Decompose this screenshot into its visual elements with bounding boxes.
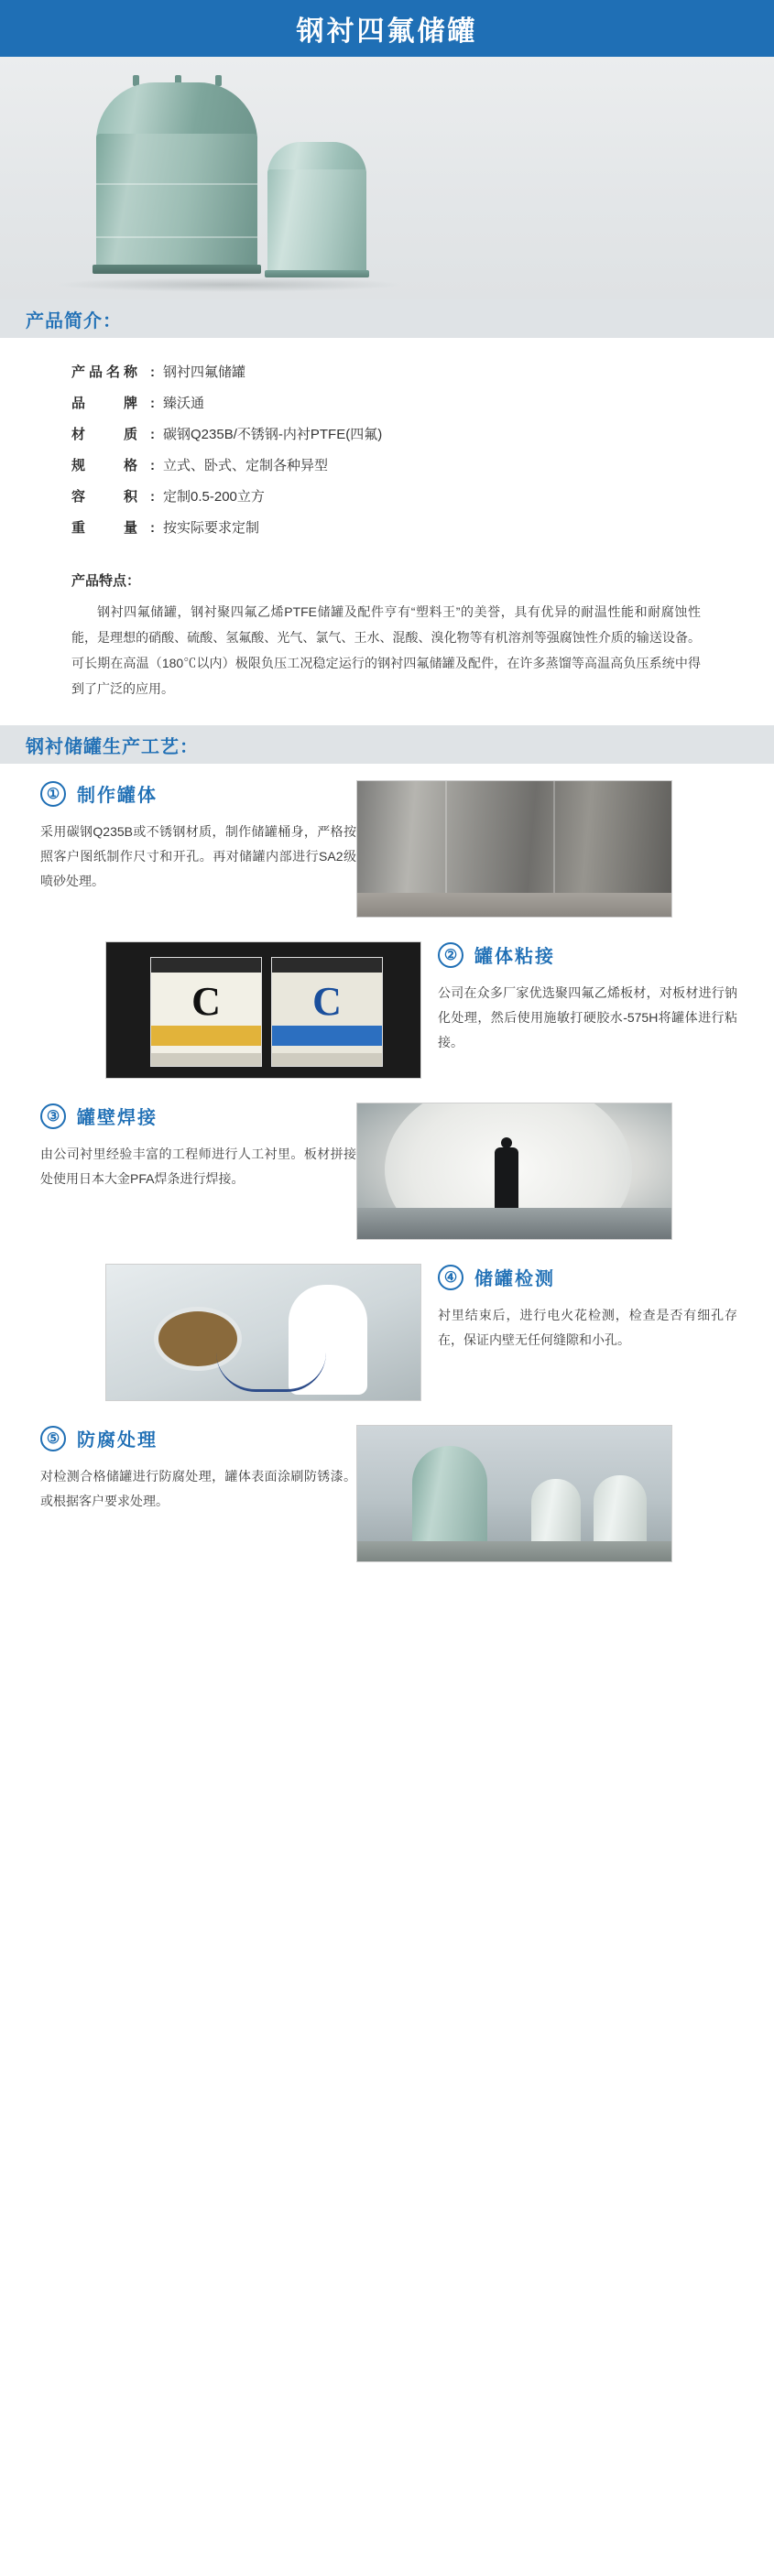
can-band: [272, 1026, 382, 1046]
spec-label: 材 质: [71, 427, 142, 442]
product-features: [0, 554, 774, 725]
step-text: [40, 780, 356, 894]
process-step: [0, 941, 774, 1079]
spec-value: 按实际要求定制: [163, 520, 260, 536]
worker-silhouette: [495, 1147, 518, 1210]
intro-band-label: 产品简介：: [26, 310, 122, 332]
spec-label: 重 量: [71, 520, 142, 536]
step-title: 储罐检测: [474, 1269, 555, 1289]
features-heading: 产品特点：: [71, 573, 141, 589]
step-text: [40, 1425, 356, 1514]
step-header: [40, 780, 356, 807]
step-number-badge: ②: [438, 942, 463, 968]
spec-value: 立式、卧式、定制各种异型: [163, 458, 329, 473]
step-description: 由公司衬里经验丰富的工程师进行人工衬里。板材拼接处使用日本大金PFA焊条进行焊接。: [40, 1147, 356, 1186]
adhesive-can-left: [150, 957, 262, 1067]
spec-value: 钢衬四氟储罐: [163, 364, 246, 380]
step-description: 采用碳钢Q235B或不锈钢材质，制作储罐桶身，严格按照客户图纸制作尺寸和开孔。再对储罐内部进行SA2级喷砂处理。: [40, 824, 356, 888]
process-step: [0, 780, 774, 918]
spec-value: 定制0.5-200立方: [163, 489, 265, 505]
photo-ground: [357, 1541, 671, 1561]
table-row: [71, 486, 774, 505]
step-text: [40, 1103, 356, 1191]
table-row: [71, 362, 774, 381]
spec-colon: :: [150, 427, 155, 442]
steel-shell-photo: [356, 780, 672, 918]
can-band: [151, 1026, 261, 1046]
step-header: [40, 1425, 356, 1451]
photo-floor: [357, 1208, 671, 1239]
step-number-badge: ①: [40, 781, 66, 807]
can-bottom-band: [151, 1053, 261, 1066]
finished-tank: [412, 1446, 487, 1549]
can-bottom-band: [272, 1053, 382, 1066]
page-title-bar: [0, 0, 774, 57]
table-row: [71, 517, 774, 537]
tank-interior-welding-photo: [356, 1103, 672, 1240]
tank-body: [267, 169, 366, 275]
spec-value: 碳钢Q235B/不锈钢-内衬PTFE(四氟): [163, 427, 383, 442]
anticorrosion-tanks-photo: [356, 1425, 672, 1562]
spec-label: 规 格: [71, 458, 142, 473]
hero-background: [0, 57, 774, 299]
spec-colon: :: [150, 458, 155, 473]
table-row: [71, 424, 774, 443]
can-cap: [151, 958, 261, 973]
spec-colon: :: [150, 520, 155, 536]
can-logo-letter: C: [191, 979, 221, 1024]
step-title: 罐体粘接: [474, 947, 555, 967]
process-step: [0, 1425, 774, 1562]
step-number-badge: ③: [40, 1103, 66, 1129]
step-header: [438, 1264, 737, 1290]
adhesive-can-right: [271, 957, 383, 1067]
step-description: 公司在众多厂家优选聚四氟乙烯板材，对板材进行钠化处理，然后使用施敏打硬胶水-575H将罐体进行粘接。: [438, 985, 737, 1049]
process-step: [0, 1103, 774, 1240]
step-title: 罐壁焊接: [77, 1108, 158, 1128]
spec-value: 臻沃通: [163, 396, 205, 411]
features-paragraph: 钢衬四氟储罐，钢衬聚四氟乙烯PTFE储罐及配件亨有“塑料王”的美誉，具有优异的耐温性能和耐腐蚀性能，是理想的硝酸、硫酸、氢氟酸、光气、氯气、王水、混酸、溴化物等有机溶剂等强腐蚀性介质的输送设备。可长期在高温（180℃以内）极限负压工况稳定运行的钢衬四氟储罐及配件，在许多蒸馏等高温高负压系统中得到了广泛的应用。: [71, 604, 701, 696]
adhesive-cans-photo: [105, 941, 421, 1079]
process-band-label: 钢衬储罐生产工艺：: [26, 736, 199, 757]
tank-hoop: [96, 183, 257, 185]
spec-colon: :: [150, 396, 155, 411]
table-row: [71, 455, 774, 474]
tank-base: [265, 270, 369, 277]
step-number-badge: ④: [438, 1265, 463, 1290]
step-description: 对检测合格储罐进行防腐处理，罐体表面涂刷防锈漆。或根据客户要求处理。: [40, 1469, 356, 1508]
section-header-process: [0, 725, 774, 764]
small-tank-illustration: [267, 142, 366, 279]
hero-product-image: [0, 57, 774, 299]
can-logo-letter: C: [312, 979, 342, 1024]
spec-label: 产品名称: [71, 364, 142, 380]
process-step: [0, 1264, 774, 1401]
step-text: [421, 941, 737, 1055]
step-title: 防腐处理: [77, 1430, 158, 1451]
tank-base: [93, 265, 261, 274]
spec-label: 容 积: [71, 489, 142, 505]
spark-test-photo: [105, 1264, 421, 1401]
floor-shadow: [55, 277, 403, 292]
spec-label: 品 牌: [71, 396, 142, 411]
process-steps: [0, 764, 774, 1617]
tank-body: [96, 134, 257, 269]
can-cap: [272, 958, 382, 973]
tank-hoop: [96, 236, 257, 238]
step-number-badge: ⑤: [40, 1426, 66, 1451]
spec-colon: :: [150, 364, 155, 380]
page-title: 钢衬四氟储罐: [296, 16, 478, 47]
tank-dome: [96, 82, 257, 141]
spec-table: [0, 338, 774, 554]
finished-tank: [594, 1475, 647, 1545]
large-tank-illustration: [96, 82, 257, 279]
photo-floor: [357, 893, 671, 917]
step-header: [40, 1103, 356, 1129]
step-title: 制作罐体: [77, 786, 158, 806]
table-row: [71, 393, 774, 412]
finished-tank: [531, 1479, 581, 1545]
section-header-intro: [0, 299, 774, 338]
step-description: 衬里结束后，进行电火花检测，检查是否有细孔存在，保证内壁无任何缝隙和小孔。: [438, 1308, 737, 1347]
step-header: [438, 941, 737, 968]
step-text: [421, 1264, 737, 1353]
spec-colon: :: [150, 489, 155, 505]
